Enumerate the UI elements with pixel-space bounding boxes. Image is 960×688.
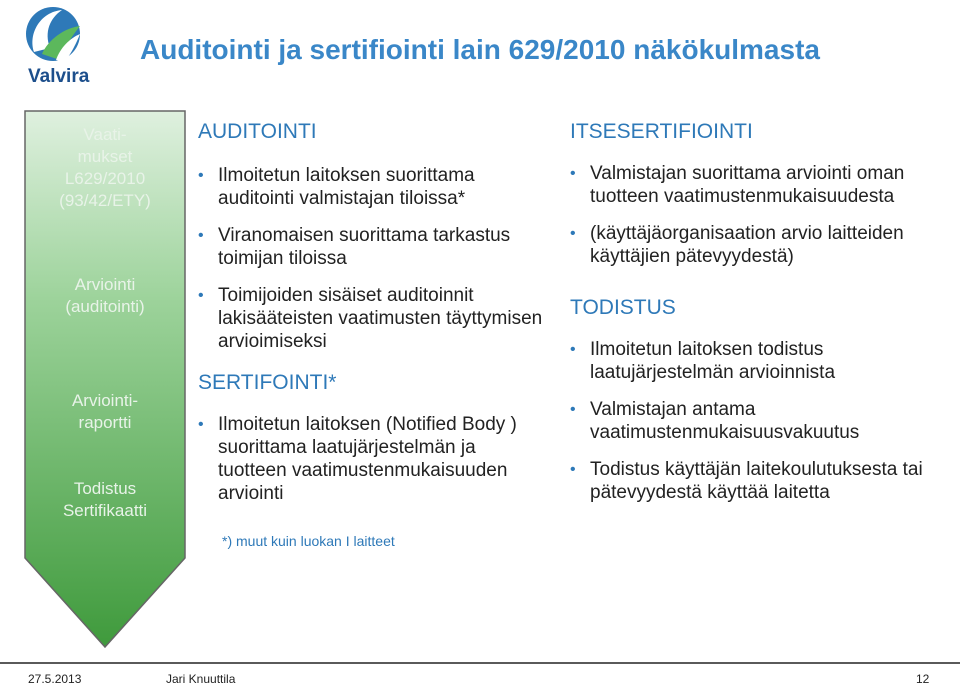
list-item: • Ilmoitetun laitoksen suorittama auditointi valmistajan tiloissa* <box>198 164 548 210</box>
footer-date: 27.5.2013 <box>28 672 82 686</box>
list-item: • Valmistajan suorittama arviointi oman tuotteen vaatimustenmukaisuudesta <box>570 162 955 208</box>
list-item: • Valmistajan antama vaatimustenmukaisuusvakuutus <box>570 398 955 444</box>
footer-author: Jari Knuuttila <box>166 672 236 686</box>
list-item: • Ilmoitetun laitoksen (Notified Body ) suorittama laatujärjestelmän ja tuotteen vaatimustenmukaisuuden arviointi <box>198 413 548 505</box>
logo-text: Valvira <box>28 66 90 87</box>
section-heading-certificate: TODISTUS <box>570 296 676 319</box>
certificate-list <box>570 338 955 504</box>
section-heading-auditing: AUDITOINTI <box>198 120 317 143</box>
list-item: • Viranomaisen suorittama tarkastus toimijan tiloissa <box>198 224 548 270</box>
arrow-text: Todistus <box>73 479 137 498</box>
arrow-label-requirements <box>24 124 186 212</box>
section-heading-certification: SERTIFOINTI* <box>198 371 337 394</box>
arrow-text: Arviointi <box>74 275 136 294</box>
right-column <box>570 120 955 504</box>
footer-divider <box>0 662 960 664</box>
section-heading-self-certification: ITSESERTIFIOINTI <box>570 120 753 143</box>
arrow-text: raportti <box>78 413 132 432</box>
arrow-text: Vaati- <box>83 125 127 144</box>
left-column <box>198 120 548 549</box>
arrow-text: Sertifikaatti <box>62 501 148 520</box>
page-title: Auditointi ja sertifiointi lain 629/2010 näkökulmasta <box>140 34 820 65</box>
list-item: • Toimijoiden sisäiset auditoinnit lakisääteisten vaatimusten täyttymisen arvioimiseksi <box>198 284 548 353</box>
arrow-label-report <box>24 390 186 434</box>
arrow-label-certificate <box>24 478 186 522</box>
arrow-text: L629/2010 <box>64 169 146 188</box>
arrow-label-evaluation <box>24 274 186 318</box>
list-item: • (käyttäjäorganisaation arvio laitteiden käyttäjien pätevyydestä) <box>570 222 955 268</box>
arrow-text: mukset <box>77 147 133 166</box>
self-certification-list <box>570 162 955 268</box>
auditing-list <box>198 164 548 353</box>
list-item: • Todistus käyttäjän laitekoulutuksesta tai pätevyydestä käyttää laitetta <box>570 458 955 504</box>
list-item: • Ilmoitetun laitoksen todistus laatujärjestelmän arvioinnista <box>570 338 955 384</box>
arrow-text: (93/42/ETY) <box>59 191 151 210</box>
certification-list <box>198 413 548 505</box>
arrow-text: (auditointi) <box>65 297 145 316</box>
arrow-text: Arviointi- <box>71 391 139 410</box>
page-number: 12 <box>916 672 930 686</box>
footnote: *) muut kuin luokan I laitteet <box>222 533 395 549</box>
